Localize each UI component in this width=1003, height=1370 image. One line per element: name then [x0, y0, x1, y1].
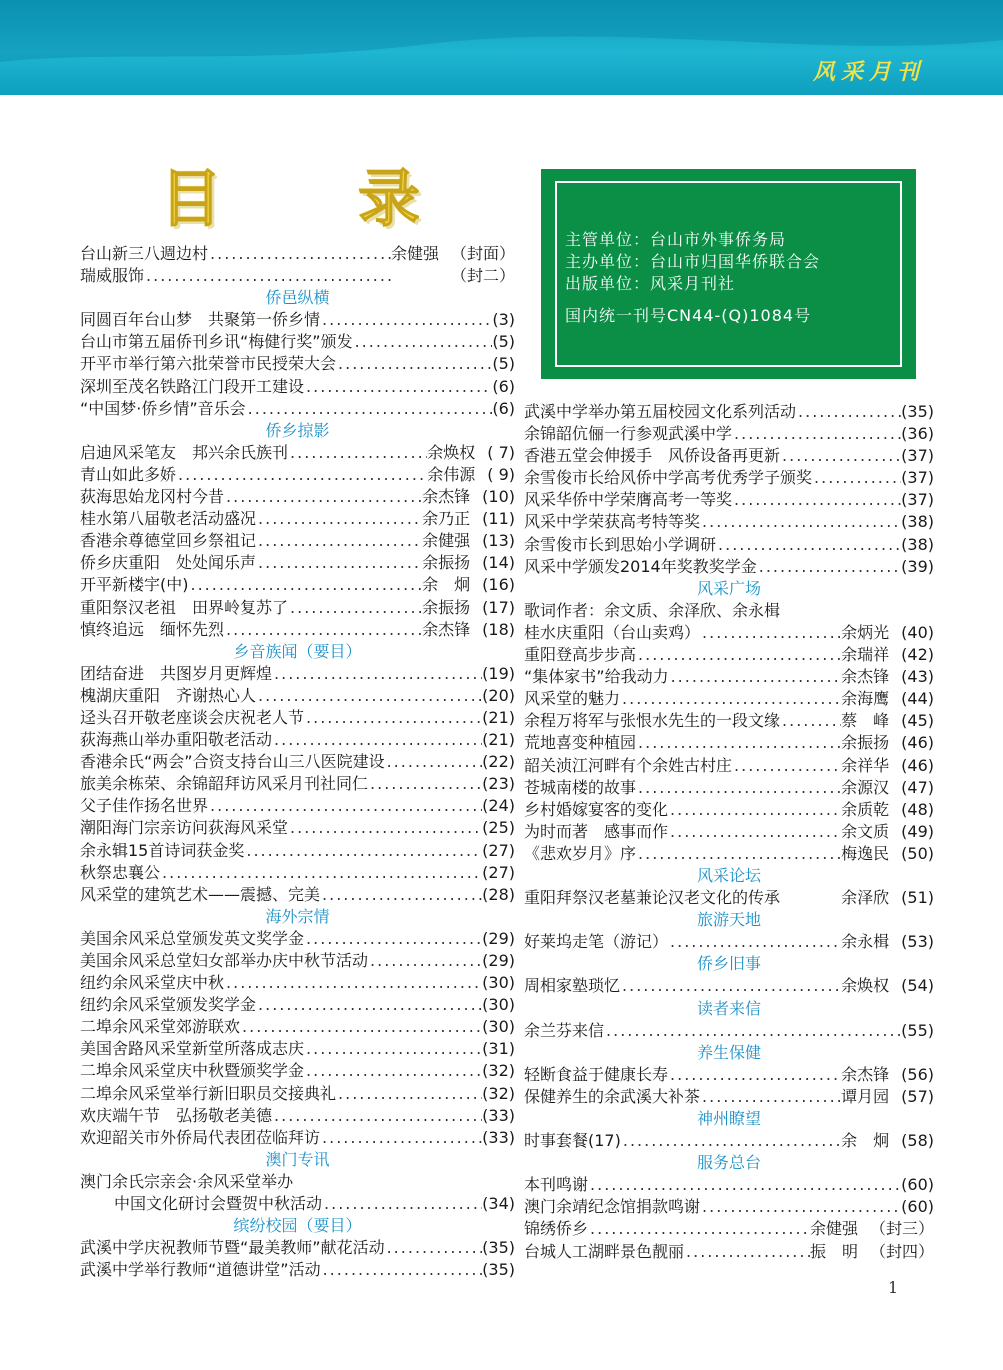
page-number: 1	[888, 1278, 899, 1297]
section-heading: 养生保健	[696, 1042, 761, 1062]
toc-entry[interactable]: 锦绣侨乡 ..... 余健强 （封三）	[524, 1218, 934, 1240]
toc-entry[interactable]: 荻海思始龙冈村今昔 ..... 余杰锋 (10)	[80, 486, 515, 508]
toc-entry[interactable]: 时事套餐(17) ..... 余 炯 (58)	[524, 1130, 934, 1152]
section-heading: 读者来信	[696, 998, 761, 1018]
toc-entry[interactable]: 重阳拜祭汉老墓兼论汉老文化的传承 余泽欣 (51)	[524, 888, 934, 908]
toc-entry[interactable]: 武溪中学庆祝教师节暨“最美教师”献花活动 ..... (35)	[80, 1237, 515, 1259]
toc-entry[interactable]: 启迪风采笔友 邦兴余氏族刊 ..... 余焕权 ( 7)	[80, 442, 515, 464]
toc-entry[interactable]: 同圆百年台山梦 共聚第一侨乡情 ..... (3)	[80, 309, 515, 331]
section-heading: 侨乡掠影	[265, 420, 330, 440]
toc-entry[interactable]: 风采堂的魅力 ..... 余海鹰 (44)	[524, 688, 934, 710]
toc-entry[interactable]: 青山如此多娇 ..... 余伟源 ( 9)	[80, 464, 515, 486]
toc-entry[interactable]: 周相家塾琐忆 ..... 余焕权 (54)	[524, 975, 934, 997]
toc-right-column	[524, 401, 934, 1263]
toc-entry[interactable]: 纽约余风采堂颁发奖学金 ..... (30)	[80, 994, 515, 1016]
header-bar	[0, 0, 1003, 95]
toc-entry[interactable]: 余永辑15首诗词获金奖 ..... (27)	[80, 840, 515, 862]
toc-entry[interactable]: 二埠余风采堂举行新旧职员交接典礼 ..... (32)	[80, 1083, 515, 1105]
info-line-supervisor: 主管单位：台山市外事侨务局	[565, 230, 787, 249]
toc-entry[interactable]: 澳门余靖纪念馆捐款鸣谢 ..... (60)	[524, 1196, 934, 1218]
publisher-info-box	[541, 169, 916, 379]
toc-entry[interactable]: 台山市第五届侨刊乡讯“梅健行奖”颁发 ..... (5)	[80, 331, 515, 353]
toc-entry[interactable]: 迳头召开敬老座谈会庆祝老人节 ..... (21)	[80, 707, 515, 729]
toc-entry[interactable]: 余雪俊市长给风侨中学高考优秀学子颁奖 ..... (37)	[524, 467, 934, 489]
section-heading: 风采论坛	[696, 865, 761, 885]
toc-entry[interactable]: 开平新楼宇(中) ..... 余 炯 (16)	[80, 574, 515, 596]
section-heading: 风采广场	[696, 578, 761, 598]
page-title	[160, 162, 420, 235]
toc-entry[interactable]: 香港余尊德堂回乡祭祖记 ..... 余健强 (13)	[80, 530, 515, 552]
toc-entry[interactable]: 荻海燕山举办重阳敬老活动 ..... (21)	[80, 729, 515, 751]
toc-entry[interactable]: 保健养生的余武溪大补茶 ..... 谭月园 (57)	[524, 1086, 934, 1108]
toc-entry[interactable]: 为时而著 感事而作 ..... 余文质 (49)	[524, 821, 934, 843]
toc-entry[interactable]: 中国文化研讨会暨贺中秋活动 ..... (34)	[80, 1193, 515, 1215]
toc-entry[interactable]: 纽约余风采堂庆中秋 ..... (30)	[80, 972, 515, 994]
toc-entry[interactable]: 台山新三八週边村 ..... 余健强 （封面）	[80, 243, 515, 265]
toc-entry[interactable]: “中国梦·侨乡情”音乐会 ..... (6)	[80, 398, 515, 420]
toc-entry[interactable]: 瑞威服饰 ..... （封二）	[80, 265, 515, 287]
toc-entry[interactable]: 重阳祭汉老祖 田界岭复苏了 ..... 余振扬 (17)	[80, 597, 515, 619]
toc-entry[interactable]: 余锦韶伉俪一行参观武溪中学 ..... (36)	[524, 423, 934, 445]
section-heading: 侨乡旧事	[696, 954, 761, 974]
toc-entry[interactable]: 重阳登高步步高 ..... 余瑞祥 (42)	[524, 644, 934, 666]
section-heading: 海外宗情	[265, 906, 330, 926]
toc-entry[interactable]: 《悲欢岁月》序 ..... 梅逸民 (50)	[524, 843, 934, 865]
section-heading: 乡音族闻（要目）	[233, 641, 362, 661]
toc-entry[interactable]: 风采华侨中学荣膺高考一等奖 ..... (37)	[524, 489, 934, 511]
section-heading: 缤纷校园（要目）	[233, 1216, 362, 1236]
toc-entry[interactable]: 秋祭忠襄公 ..... (27)	[80, 862, 515, 884]
toc-entry[interactable]: 桂水第八届敬老活动盛况 ..... 余乃正 (11)	[80, 508, 515, 530]
toc-entry[interactable]: 香港五堂会伸援手 风侨设备再更新 ..... (37)	[524, 445, 934, 467]
toc-entry[interactable]: 风采中学颁发2014年奖教奖学金 ..... (39)	[524, 556, 934, 578]
info-line-sponsor: 主办单位：台山市归国华侨联合会	[565, 252, 821, 271]
section-heading: 侨邑纵横	[265, 288, 330, 308]
toc-entry[interactable]: 澳门余氏宗亲会·余风采堂举办	[80, 1171, 294, 1191]
toc-entry[interactable]: 香港余氏“两会”合资支持台山三八医院建设 ..... (22)	[80, 751, 515, 773]
toc-entry[interactable]: 欢迎韶关市外侨局代表团莅临拜访 ..... (33)	[80, 1127, 515, 1149]
toc-entry[interactable]: 苍城南楼的故事 ..... 余源汉 (47)	[524, 777, 934, 799]
toc-entry[interactable]: 本刊鸣谢 ..... (60)	[524, 1174, 934, 1196]
toc-entry[interactable]: 桂水庆重阳（台山卖鸡） ..... 余炳光 (40)	[524, 622, 934, 644]
toc-left-column	[80, 243, 515, 1281]
info-line-publisher: 出版单位：风采月刊社	[565, 274, 736, 293]
toc-entry[interactable]: 余程万将军与张恨水先生的一段文缘 ..... 蔡 峰 (45)	[524, 710, 934, 732]
toc-entry[interactable]: 轻断食益于健康长寿 ..... 余杰锋 (56)	[524, 1064, 934, 1086]
toc-entry[interactable]: 韶关浈江河畔有个余姓古村庄 ..... 余祥华 (46)	[524, 755, 934, 777]
toc-entry[interactable]: 荒地喜变种植园 ..... 余振扬 (46)	[524, 732, 934, 754]
toc-entry[interactable]: 团结奋进 共图岁月更辉煌 ..... (19)	[80, 663, 515, 685]
magazine-brand: 风采月刊	[812, 59, 925, 85]
toc-entry[interactable]: 慎终追远 缅怀先烈 ..... 余杰锋 (18)	[80, 619, 515, 641]
toc-entry[interactable]: 余兰芬来信 ..... (55)	[524, 1020, 934, 1042]
toc-entry[interactable]: 深圳至茂名铁路江门段开工建设 ..... (6)	[80, 376, 515, 398]
title-char-2: 录	[357, 162, 420, 235]
toc-entry[interactable]: 美国余风采总堂妇女部举办庆中秋节活动 ..... (29)	[80, 950, 515, 972]
toc-entry[interactable]: 歌词作者：余文质、余泽欣、余永楫	[524, 600, 781, 620]
toc-entry[interactable]: 美国舍路风采堂新堂所落成志庆 ..... (31)	[80, 1038, 515, 1060]
toc-entry[interactable]: 旅美余栋荣、余锦韶拜访风采月刊社同仁 ..... (23)	[80, 773, 515, 795]
toc-entry[interactable]: 风采堂的建筑艺术——震撼、完美 ..... (28)	[80, 884, 515, 906]
toc-entry[interactable]: 开平市举行第六批荣誉市民授荣大会 ..... (5)	[80, 353, 515, 375]
toc-entry[interactable]: 余雪俊市长到思始小学调研 ..... (38)	[524, 534, 934, 556]
toc-entry[interactable]: 侨乡庆重阳 处处闻乐声 ..... 余振扬 (14)	[80, 552, 515, 574]
info-line-serial-number: 国内统一刊号CN44-(Q)1084号	[565, 306, 812, 325]
section-heading: 旅游天地	[696, 910, 761, 930]
toc-entry[interactable]: 好莱坞走笔（游记） ..... 余永楫 (53)	[524, 931, 934, 953]
toc-entry[interactable]: 台城人工湖畔景色靓丽 ..... 振 明 （封四）	[524, 1241, 934, 1263]
toc-entry[interactable]: 乡村婚嫁宴客的变化 ..... 余质乾 (48)	[524, 799, 934, 821]
toc-entry[interactable]: 潮阳海门宗亲访问荻海风采堂 ..... (25)	[80, 817, 515, 839]
toc-entry[interactable]: 欢庆端午节 弘扬敬老美德 ..... (33)	[80, 1105, 515, 1127]
toc-entry[interactable]: 二埠余风采堂庆中秋暨颁奖学金 ..... (32)	[80, 1060, 515, 1082]
toc-entry[interactable]: 二埠余风采堂郊游联欢 ..... (30)	[80, 1016, 515, 1038]
section-heading: 神州瞭望	[696, 1109, 761, 1128]
toc-entry[interactable]: 风采中学荣获高考特等奖 ..... (38)	[524, 511, 934, 533]
toc-entry[interactable]: “集体家书”给我动力 ..... 余杰锋 (43)	[524, 666, 934, 688]
title-char-1: 目	[160, 162, 223, 235]
toc-entry[interactable]: 槐湖庆重阳 齐谢热心人 ..... (20)	[80, 685, 515, 707]
toc-entry[interactable]: 武溪中学举办第五届校园文化系列活动 ..... (35)	[524, 401, 934, 423]
toc-entry[interactable]: 父子佳作扬名世界 ..... (24)	[80, 795, 515, 817]
section-heading: 澳门专讯	[265, 1149, 330, 1169]
section-heading: 服务总台	[696, 1153, 761, 1173]
toc-entry[interactable]: 美国余风采总堂颁发英文奖学金 ..... (29)	[80, 928, 515, 950]
toc-entry[interactable]: 武溪中学举行教师“道德讲堂”活动 ..... (35)	[80, 1259, 515, 1281]
